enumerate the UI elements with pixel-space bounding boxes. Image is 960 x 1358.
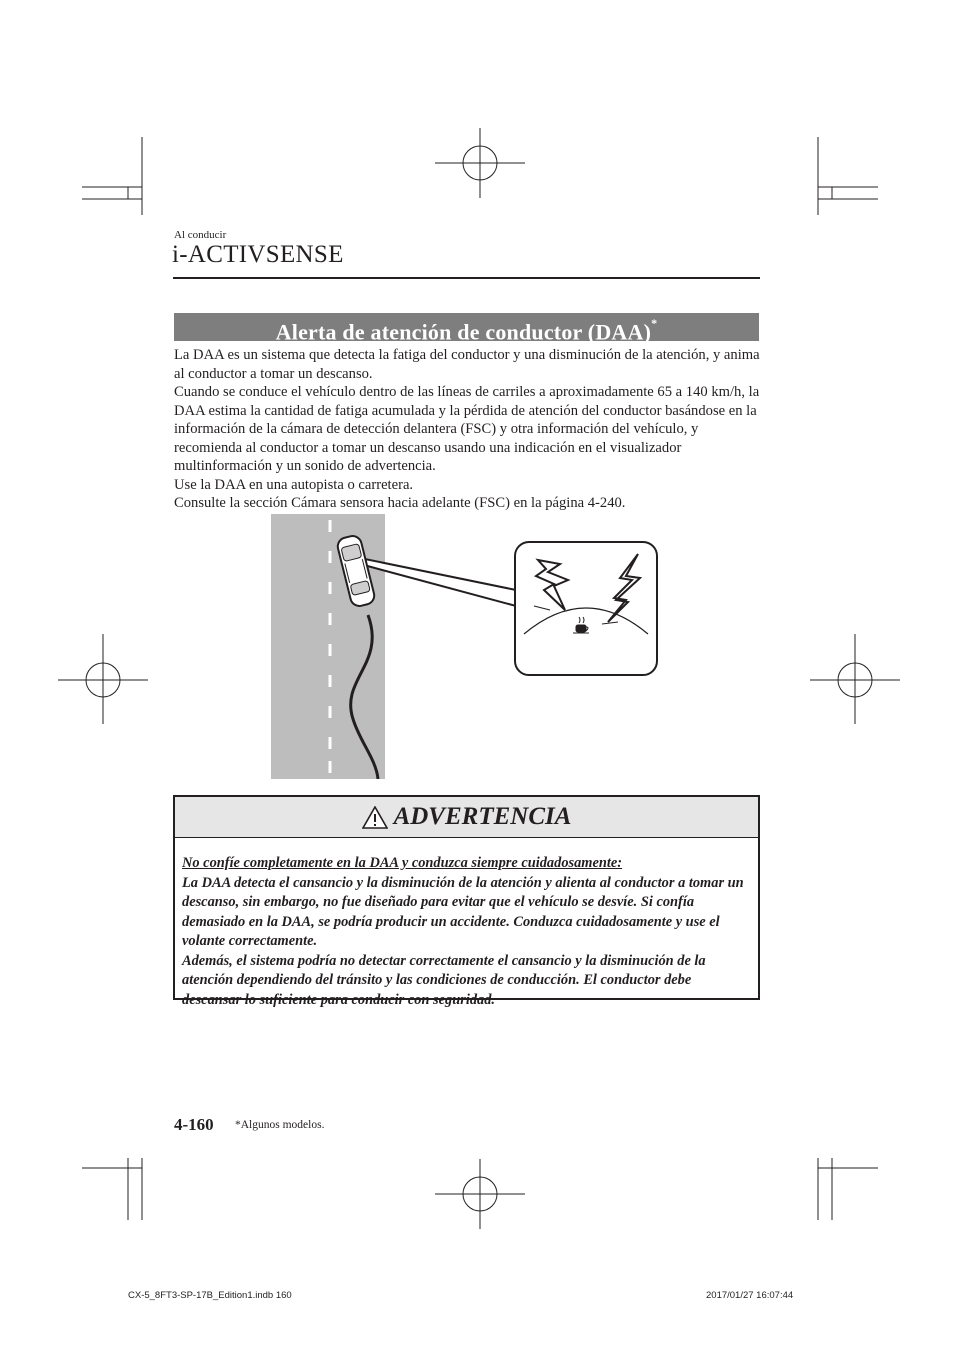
warning-paragraph: Además, el sistema podría no detectar correctamente el cansancio y la disminución de la atención dependiendo del tránsito y las condiciones de conducción. El conductor debe descansar lo suficiente para conducir con seguridad. xyxy=(182,952,706,1008)
daa-illustration xyxy=(268,514,660,779)
warning-body xyxy=(175,838,758,1010)
body-paragraph: Consulte la sección Cámara sensora hacia adelante (FSC) en la página 4-240. xyxy=(174,495,626,511)
print-timestamp: 2017/01/27 16:07:44 xyxy=(706,1290,794,1301)
warning-title: ADVERTENCIA xyxy=(393,803,572,830)
banner-asterisk: * xyxy=(651,316,658,330)
section-label: Al conducir xyxy=(174,229,227,241)
body-paragraph: Cuando se conduce el vehículo dentro de las líneas de carriles a aproximadamente 65 a 140 km/h, la DAA estima la cantidad de fatiga acumulada y la pérdida de atención del conductor basándose en la información de la cámara de detección delantera (FSC) y otra información del vehículo, y recomienda al conductor a tomar un descanso usando una indicación en el visualizador multinformación y un sonido de advertencia. xyxy=(174,384,760,474)
page-number: 4-160 xyxy=(174,1115,214,1134)
warning-header xyxy=(175,797,758,838)
body-paragraph: Use la DAA en una autopista o carretera. xyxy=(174,476,414,493)
banner-title: Alerta de atención de conductor (DAA) xyxy=(275,319,652,345)
header-rule xyxy=(173,277,760,279)
body-text xyxy=(174,346,764,513)
body-paragraph: La DAA es un sistema que detecta la fatiga del conductor y una disminución de la atención, y anima al conductor a tomar un descanso. xyxy=(174,347,760,382)
footnote: *Algunos modelos. xyxy=(235,1119,325,1131)
road xyxy=(271,514,385,779)
warning-triangle-icon xyxy=(362,806,388,829)
warning-paragraph: La DAA detecta el cansancio y la disminución de la atención y alienta al conductor a tomar un descanso, sin embargo, no fue diseñado para evitar que el vehículo se desvíe. Si confía demasiado en la DAA, se podría producir un accidente. Conduzca cuidadosamente y use el volante correctamente. xyxy=(182,874,744,949)
print-file-label: CX-5_8FT3-SP-17B_Edition1.indb 160 xyxy=(128,1290,292,1301)
warning-box xyxy=(173,795,760,1008)
warning-lead: No confíe completamente en la DAA y conduzca siempre cuidadosamente: xyxy=(182,855,623,871)
chapter-title: i-ACTIVSENSE xyxy=(172,241,344,268)
section-banner xyxy=(174,313,759,345)
